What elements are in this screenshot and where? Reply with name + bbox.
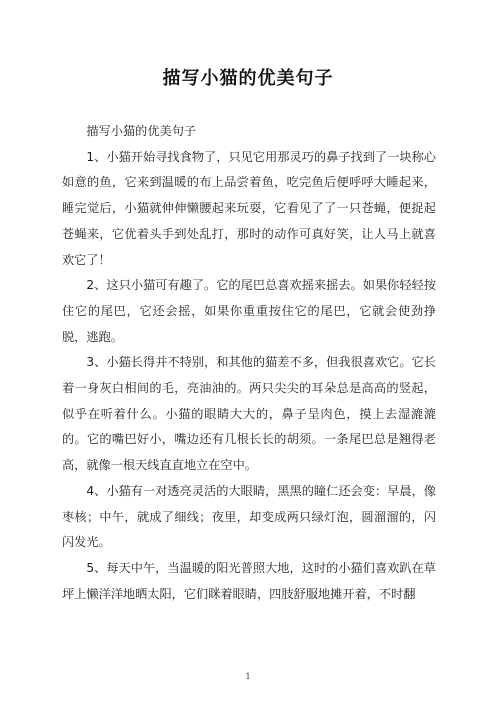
paragraph-5: 5、每天中午，当温暖的阳光普照大地，这时的小猫们喜欢趴在草坪上懒洋洋地晒太阳，它们眯着眼睛，四肢舒服地摊开着，不时翻: [62, 560, 436, 601]
paragraph-subtitle: 描写小猫的优美句子: [86, 124, 197, 138]
document-body: [62, 119, 436, 607]
paragraph-4: 4、小猫有一对透亮灵活的大眼睛，黑黑的瞳仁还会变：早晨，像枣核；中午，就成了细线；夜里，却变成两只绿灯泡，圆溜溜的，闪闪发光。: [62, 483, 436, 550]
paragraph-1: 1、小猫开始寻找食物了，只见它用那灵巧的鼻子找到了一块称心如意的鱼，它来到温暖的布上品尝着鱼，吃完鱼后便呼呼大睡起来，睡完觉后，小猫就伸伸懒腰起来玩耍，它看见了了一只苍蝇，便捉起苍蝇来，它优着头手到处乱打，那时的动作可真好笑，让人马上就喜欢它了！: [62, 149, 436, 267]
page-number: 1: [245, 672, 251, 681]
paragraph-3: 3、小猫长得并不特别，和其他的猫差不多，但我很喜欢它。它长着一身灰白相间的毛，亮油油的。两只尖尖的耳朵总是高高的竖起，似乎在听着什么。小猫的眼睛大大的，鼻子呈肉色，摸上去湿漉漉的。它的嘴巴好小，嘴边还有几根长长的胡须。一条尾巴总是翘得老高，就像一根天线直直地立在空中。: [62, 355, 436, 473]
document-title: 描写小猫的优美句子: [162, 68, 334, 89]
paragraph-2: 2、这只小猫可有趣了。它的尾巴总喜欢摇来摇去。如果你轻轻按住它的尾巴，它还会摇，如果你重重按住它的尾巴，它就会使劲挣脱，逃跑。: [62, 278, 436, 344]
